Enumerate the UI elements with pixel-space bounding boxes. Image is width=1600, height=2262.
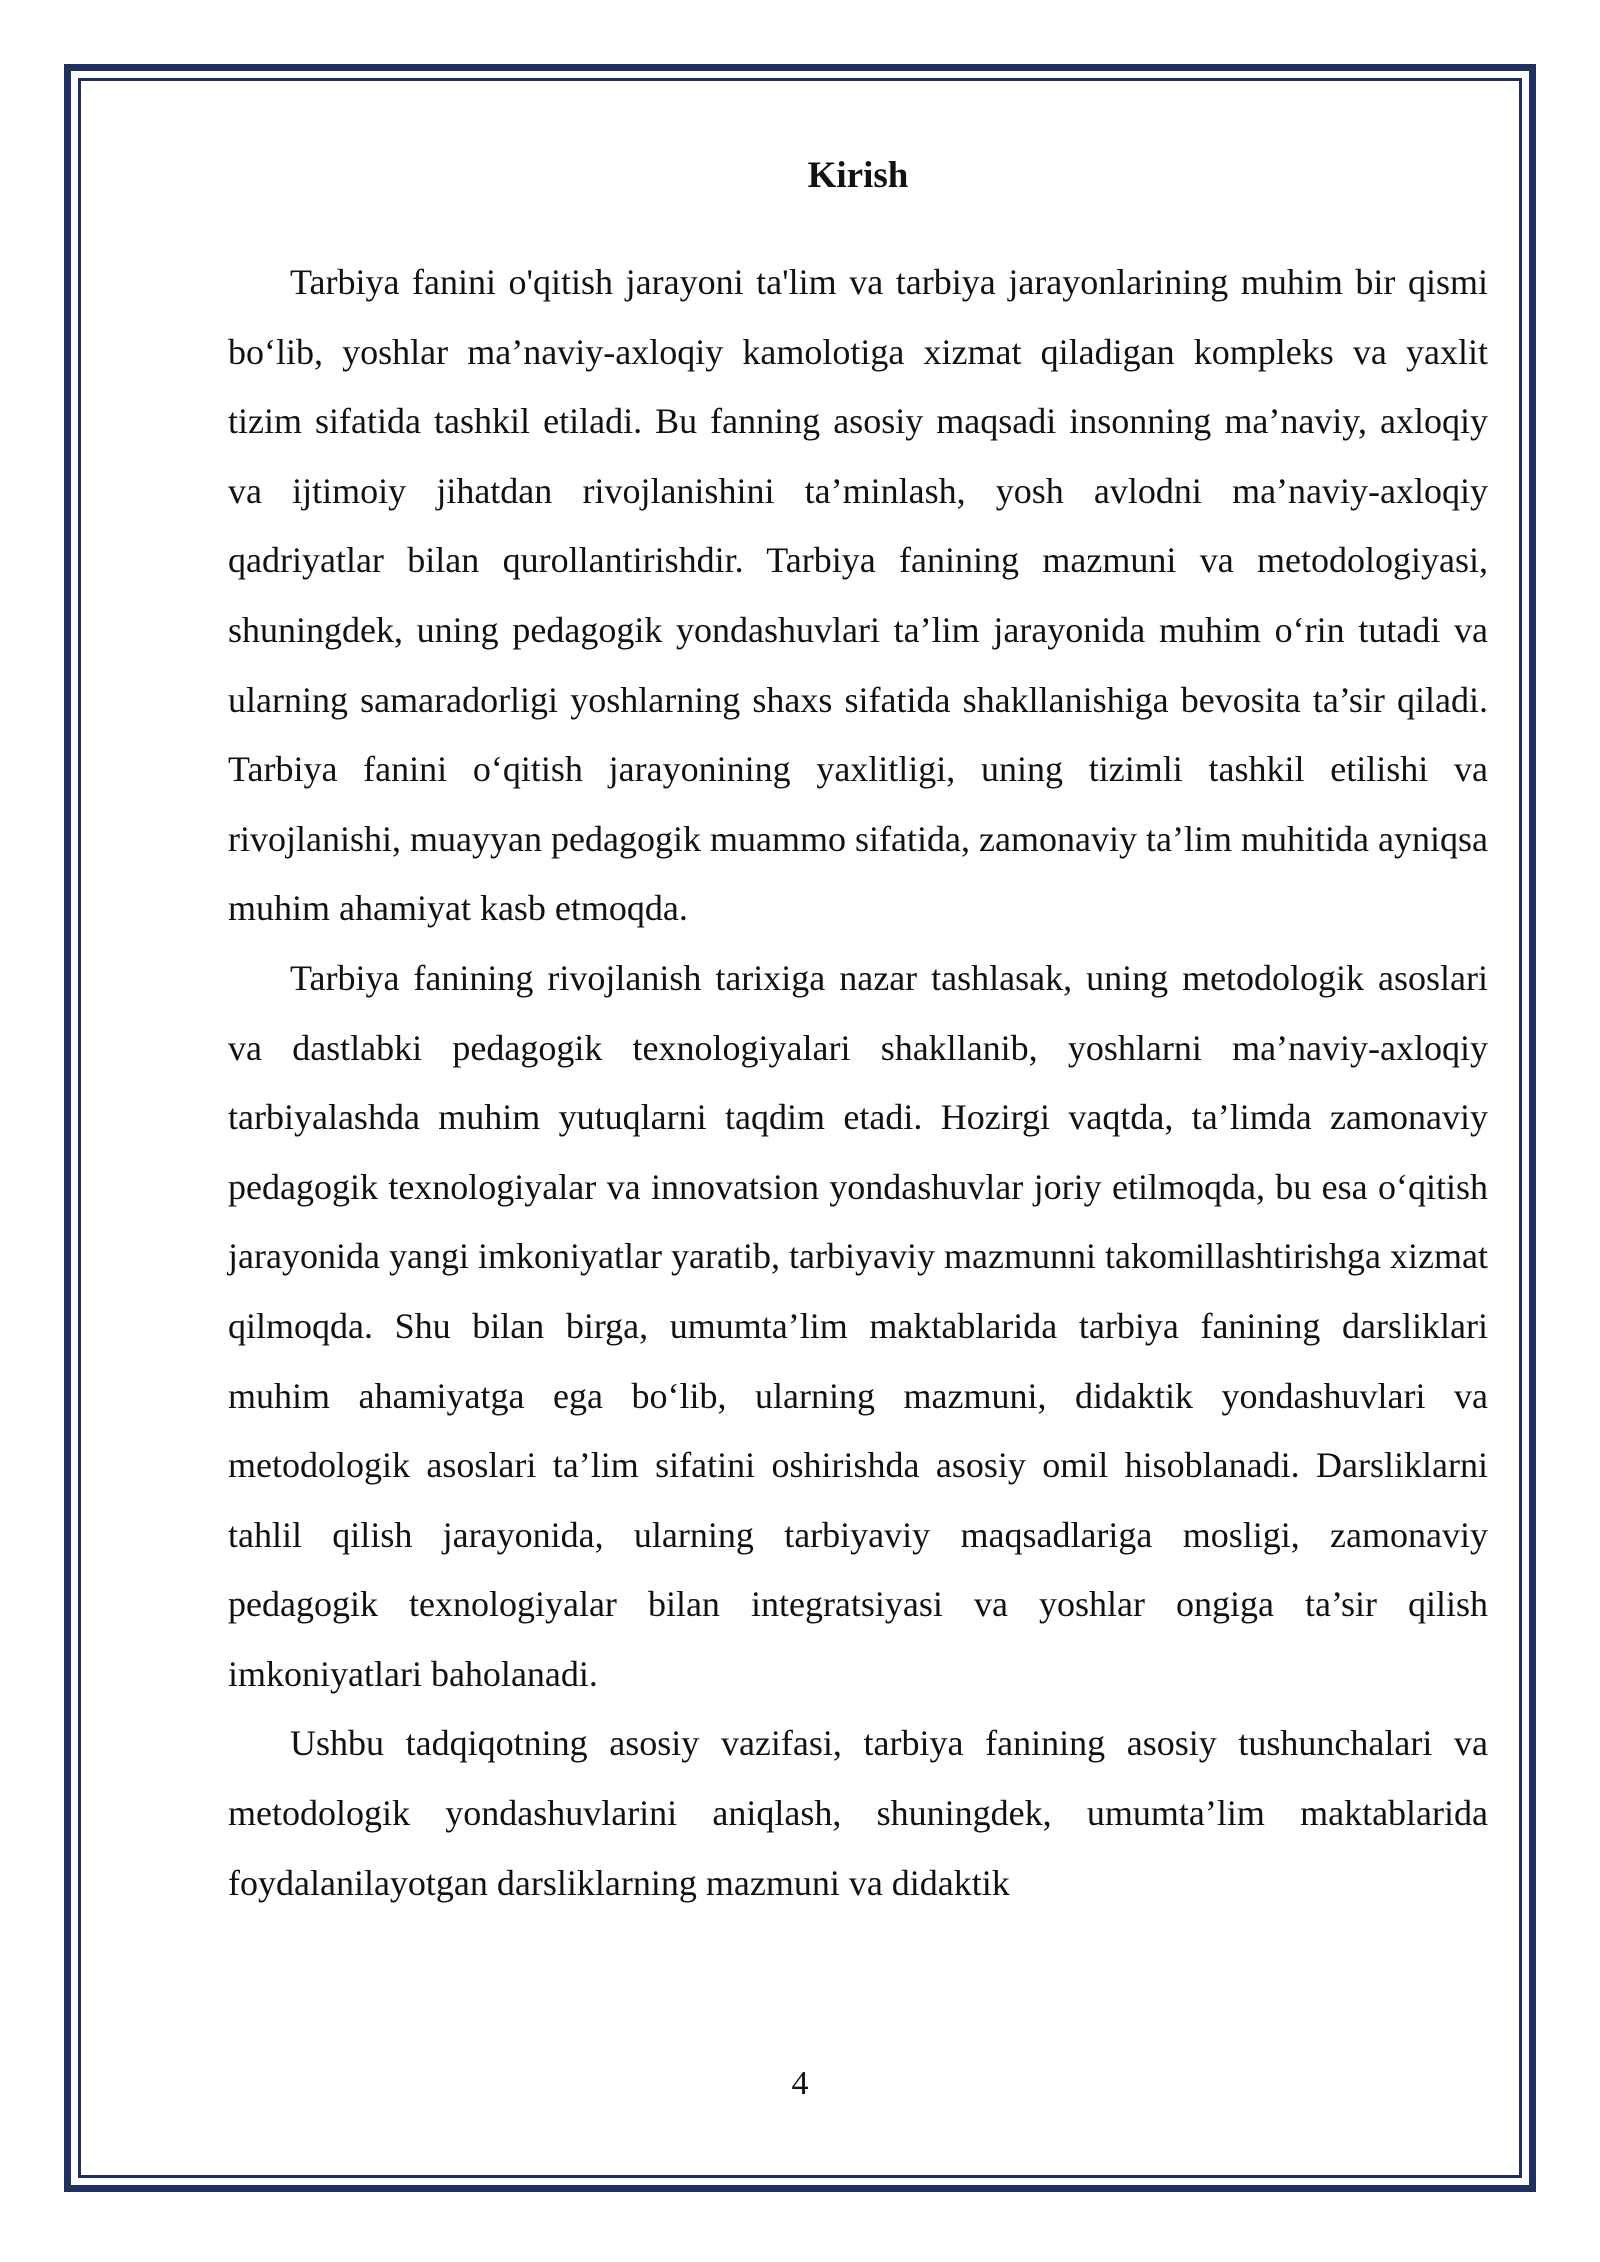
page-number: 4: [791, 2065, 809, 2102]
section-title: Kirish: [807, 155, 909, 196]
body-paragraph-3: Ushbu tadqiqotning asosiy vazifasi, tarbiya fanining asosiy tushunchalari va metodologik yondashuvlarini aniqlash, shuningdek, umumta’lim maktablarida foydalanilayotgan darsliklarning mazmuni va didaktik: [228, 1723, 1488, 1903]
body-paragraph-1: Tarbiya fanini o'qitish jarayoni ta'lim va tarbiya jarayonlarining muhim bir qismi bo‘lib, yoshlar ma’naviy-axloqiy kamolotiga xizmat qiladigan kompleks va yaxlit tizim sifatida tashkil etiladi. Bu fanning asosiy maqsadi insonning ma’naviy, axloqiy va ijtimoiy jihatdan rivojlanishini ta’minlash, yosh avlodni ma’naviy-axloqiy qadriyatlar bilan qurollantirishdir. Tarbiya fanining mazmuni va metodologiyasi, shuningdek, uning pedagogik yondashuvlari ta’lim jarayonida muhim o‘rin tutadi va ularning samaradorligi yoshlarning shaxs sifatida shakllanishiga bevosita ta’sir qiladi. Tarbiya fanini o‘qitish jarayonining yaxlitligi, uning tizimli tashkil etilishi va rivojlanishi, muayyan pedagogik muammo sifatida, zamonaviy ta’lim muhitida ayniqsa muhim ahamiyat kasb etmoqda.: [228, 262, 1488, 929]
page-content: [228, 150, 1488, 1918]
body-paragraph-2: Tarbiya fanining rivojlanish tarixiga nazar tashlasak, uning metodologik asoslari va dastlabki pedagogik texnologiyalari shakllanib, yoshlarni ma’naviy-axloqiy tarbiyalashda muhim yutuqlarni taqdim etadi. Hozirgi vaqtda, ta’limda zamonaviy pedagogik texnologiyalar va innovatsion yondashuvlar joriy etilmoqda, bu esa o‘qitish jarayonida yangi imkoniyatlar yaratib, tarbiyaviy mazmunni takomillashtirishga xizmat qilmoqda. Shu bilan birga, umumta’lim maktablarida tarbiya fanining darsliklari muhim ahamiyatga ega bo‘lib, ularning mazmuni, didaktik yondashuvlari va metodologik asoslari ta’lim sifatini oshirishda asosiy omil hisoblanadi. Darsliklarni tahlil qilish jarayonida, ularning tarbiyaviy maqsadlariga mosligi, zamonaviy pedagogik texnologiyalar bilan integratsiyasi va yoshlar ongiga ta’sir qilish imkoniyatlari baholanadi.: [228, 957, 1488, 1694]
